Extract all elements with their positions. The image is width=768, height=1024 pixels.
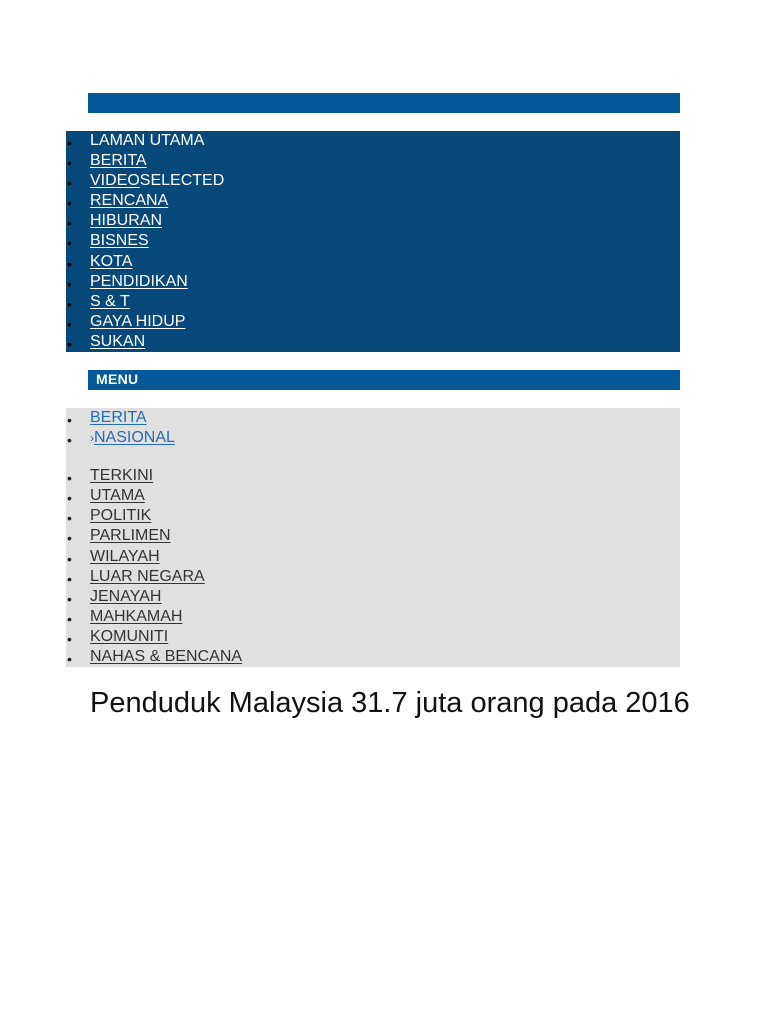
nav-item[interactable] — [66, 191, 680, 211]
bullet-icon: • — [67, 335, 72, 352]
category-item[interactable] — [66, 607, 680, 627]
nav-item-label[interactable]: KOTA — [90, 252, 133, 270]
breadcrumb — [66, 408, 680, 448]
bullet-icon: • — [67, 530, 72, 547]
chevron-right-icon: › — [90, 431, 94, 446]
category-link[interactable]: JENAYAH — [90, 587, 162, 605]
bullet-icon: • — [67, 295, 72, 312]
category-link[interactable]: MAHKAMAH — [90, 607, 183, 625]
category-item[interactable] — [66, 526, 680, 546]
nav-item[interactable] — [66, 332, 680, 352]
nav-item-label[interactable]: BISNES — [90, 232, 149, 250]
bullet-icon: • — [67, 470, 72, 487]
nav-item-label[interactable]: HIBURAN — [90, 212, 163, 230]
bullet-icon: • — [67, 135, 72, 151]
bullet-icon: • — [67, 412, 72, 428]
nav-item-label[interactable]: VIDEO — [90, 172, 140, 190]
nav-item[interactable] — [66, 171, 680, 191]
nav-item[interactable] — [66, 211, 680, 231]
category-link[interactable]: WILAYAH — [90, 547, 160, 565]
category-link[interactable]: TERKINI — [90, 467, 154, 485]
nav-item-label: LAMAN UTAMA — [90, 132, 205, 149]
breadcrumb-item[interactable] — [66, 428, 680, 448]
category-item[interactable] — [66, 627, 680, 647]
main-navigation — [66, 131, 680, 352]
category-item[interactable] — [66, 547, 680, 567]
article-headline: Penduduk Malaysia 31.7 juta orang pada 2016 — [90, 687, 690, 719]
category-item[interactable] — [66, 587, 680, 607]
breadcrumb-link[interactable]: NASIONAL — [94, 429, 175, 447]
bullet-icon: • — [67, 630, 72, 647]
category-link[interactable]: PARLIMEN — [90, 527, 171, 545]
nav-item-label[interactable]: RENCANA — [90, 192, 169, 210]
nav-item[interactable] — [66, 292, 680, 312]
menu-label[interactable]: MENU — [96, 371, 139, 387]
section-navigation — [66, 408, 680, 667]
top-banner-bar — [88, 93, 680, 113]
nav-item-label[interactable]: SUKAN — [90, 332, 146, 350]
category-item[interactable] — [66, 567, 680, 587]
breadcrumb-link[interactable]: BERITA — [90, 409, 147, 426]
nav-item-label[interactable]: S & T — [90, 292, 130, 310]
nav-item-label[interactable]: BERITA — [90, 152, 147, 170]
bullet-icon: • — [67, 510, 72, 527]
bullet-icon: • — [67, 432, 72, 449]
category-link[interactable]: POLITIK — [90, 507, 152, 525]
bullet-icon: • — [67, 315, 72, 332]
bullet-icon: • — [67, 155, 72, 172]
category-link[interactable]: KOMUNITI — [90, 627, 169, 645]
category-item[interactable] — [66, 486, 680, 506]
nav-item[interactable] — [66, 231, 680, 251]
nav-item[interactable] — [66, 272, 680, 292]
nav-item[interactable] — [66, 312, 680, 332]
category-link[interactable]: UTAMA — [90, 487, 145, 505]
category-item[interactable] — [66, 506, 680, 526]
bullet-icon: • — [67, 275, 72, 292]
bullet-icon: • — [67, 215, 72, 232]
bullet-icon: • — [67, 175, 72, 192]
selected-indicator: SELECTED — [139, 172, 225, 190]
bullet-icon: • — [67, 550, 72, 567]
bullet-icon: • — [67, 651, 72, 668]
nav-item[interactable] — [66, 151, 680, 171]
bullet-icon: • — [67, 590, 72, 607]
nav-item[interactable] — [66, 252, 680, 272]
bullet-icon: • — [67, 235, 72, 252]
nav-item — [66, 131, 680, 151]
category-link[interactable]: NAHAS & BENCANA — [90, 648, 243, 666]
menu-toggle-bar[interactable] — [88, 370, 680, 390]
category-list — [66, 466, 680, 667]
main-nav-list — [66, 131, 680, 352]
category-item[interactable] — [66, 466, 680, 486]
category-link[interactable]: LUAR NEGARA — [90, 567, 205, 585]
bullet-icon: • — [67, 255, 72, 272]
bullet-icon: • — [67, 195, 72, 212]
nav-item-label[interactable]: GAYA HIDUP — [90, 312, 186, 330]
bullet-icon: • — [67, 570, 72, 587]
bullet-icon: • — [67, 610, 72, 627]
nav-item-label[interactable]: PENDIDIKAN — [90, 272, 188, 290]
breadcrumb-item[interactable] — [66, 408, 680, 428]
bullet-icon: • — [67, 490, 72, 507]
category-item[interactable] — [66, 647, 680, 667]
